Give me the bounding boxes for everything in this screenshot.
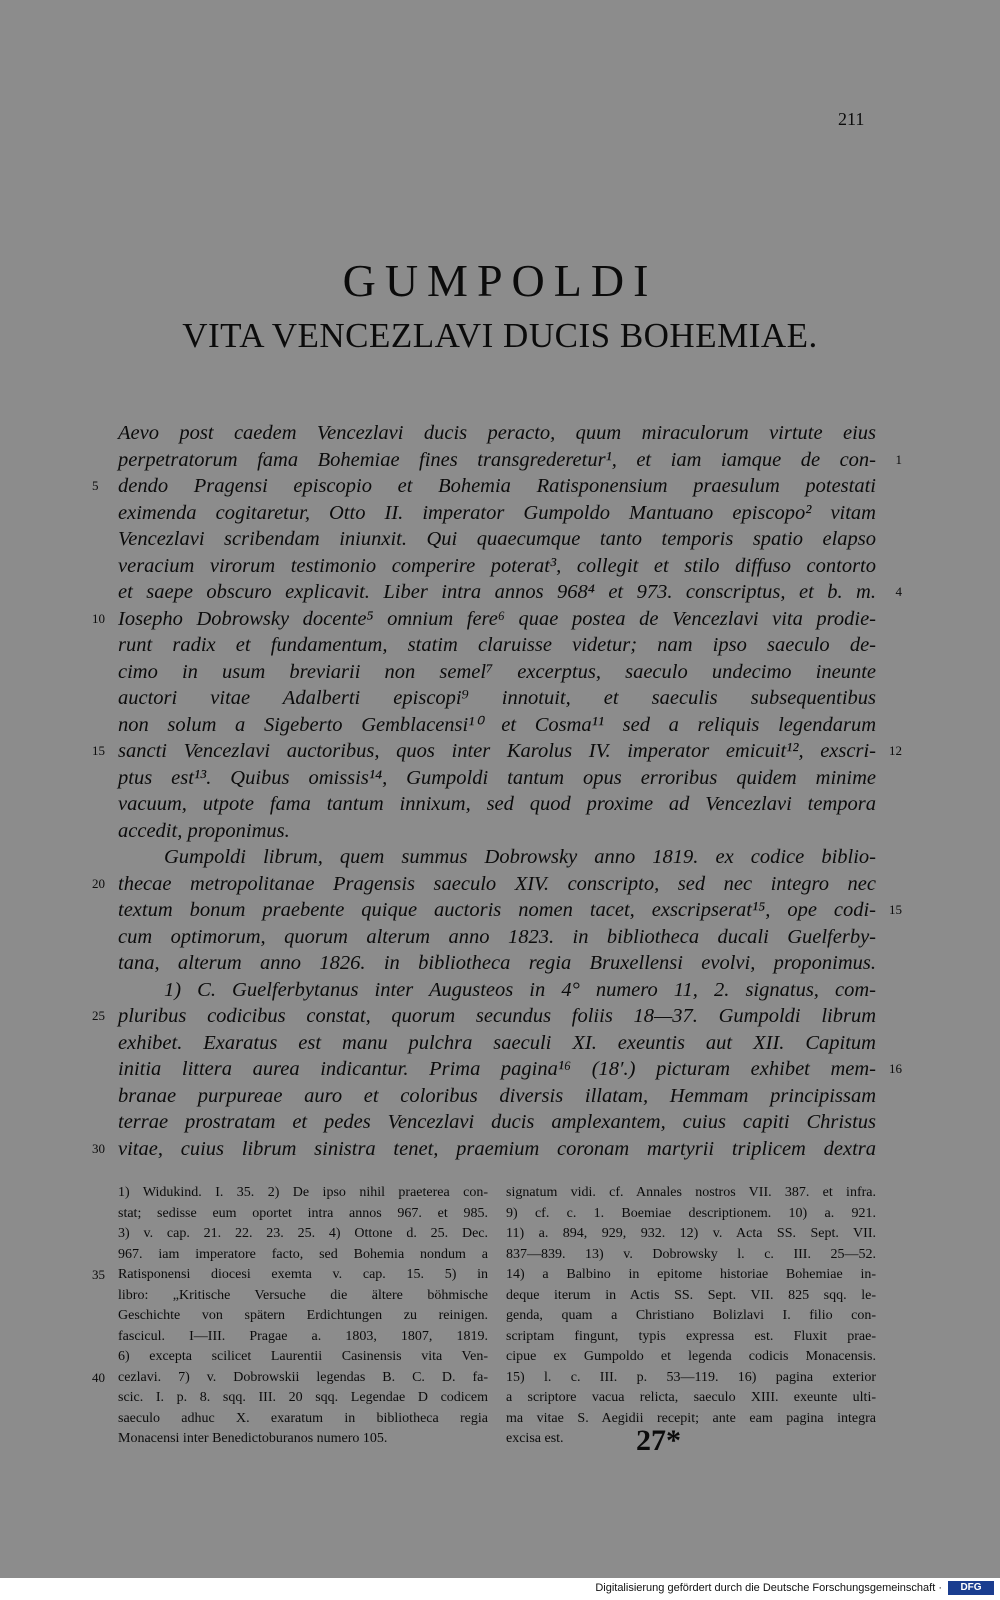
source-page-number: 12 xyxy=(889,743,902,758)
footnote-line-text: libro: „Kritische Versuche die ältere böhmische xyxy=(118,1287,488,1303)
body-line xyxy=(118,447,902,474)
footnote-line-text: genda, quam a Christiano Bolizlavi I. filio con- xyxy=(506,1308,876,1323)
body-line xyxy=(118,553,876,580)
footnote-line xyxy=(118,1306,488,1327)
body-line xyxy=(118,1056,902,1083)
body-line-text: 1) C. Guelferbytanus inter Augusteos in 4° numero 11, 2. signatus, com- xyxy=(164,978,876,1001)
footnote-line-text: a scriptore vacua relicta, saeculo XIII. exeunte ulti- xyxy=(506,1390,876,1405)
footnote-line xyxy=(118,1388,488,1409)
body-line xyxy=(92,1003,876,1030)
body-line-text: accedit, proponimus. xyxy=(118,819,290,842)
footnote-line xyxy=(506,1204,876,1225)
page-title: GUMPOLDI xyxy=(342,255,658,306)
body-line xyxy=(118,818,876,845)
body-line xyxy=(118,659,876,686)
footnote-line xyxy=(506,1286,876,1307)
source-page-number: 1 xyxy=(895,451,902,467)
body-line-text: eximenda cogitaretur, Otto II. imperator Gumpoldo Mantuano episcopo² vitam xyxy=(118,501,876,524)
body-line-text: tana, alterum anno 1826. in bibliotheca regia Bruxellensi evolvi, proponimus. xyxy=(118,952,876,974)
footnote-line xyxy=(506,1429,876,1450)
footer-credit: Digitalisierung gefördert durch die Deutsche Forschungsgemeinschaft · xyxy=(595,1582,942,1594)
footnote-line-text: stat; sedisse eum oportet intra annos 967. et 985. xyxy=(118,1205,488,1221)
body-line-text: et saepe obscuro explicavit. Liber intra annos 968⁴ et 973. conscriptus, et b. m. xyxy=(118,581,876,603)
footnote-line-text: Geschichte von spätern Erdichtungen zu reinigen. xyxy=(118,1308,488,1323)
body-line xyxy=(118,526,876,553)
body-line xyxy=(118,844,876,871)
footnote-line-text: 14) a Balbino in epitome historiae Bohemiae in- xyxy=(506,1267,876,1282)
footnote-line xyxy=(506,1368,876,1389)
body-line xyxy=(118,950,876,977)
page-number: 211 xyxy=(838,109,865,129)
line-number: 5 xyxy=(92,478,99,493)
footnote-line xyxy=(118,1245,488,1266)
body-line xyxy=(118,500,876,527)
body-line xyxy=(118,765,876,792)
body-line xyxy=(118,712,876,739)
body-line-text: thecae metropolitanae Pragensis saeculo XIV. conscripto, sed nec integro nec xyxy=(118,872,876,895)
body-line-text: sancti Vencezlavi auctoribus, quos inter Karolus IV. imperator emicuit¹², exscri- xyxy=(118,740,876,762)
footnote-line xyxy=(506,1265,876,1286)
body-line-text: initia littera aurea indicantur. Prima pagina¹⁶ (18′.) picturam exhibet mem- xyxy=(118,1058,876,1080)
footnote-line-text: 6) excepta scilicet Laurentii Casinensis vita Ven- xyxy=(118,1349,488,1364)
body-line-text: Aevo post caedem Vencezlavi ducis peracto, quum miraculorum virtute eius xyxy=(118,422,876,444)
body-line-text: Gumpoldi librum, quem summus Dobrowsky anno 1819. ex codice biblio- xyxy=(164,846,876,868)
body-line-text: pluribus codicibus constat, quorum secundus foliis 18—37. Gumpoldi librum xyxy=(118,1005,876,1027)
body-line-text: perpetratorum fama Bohemiae fines transgrederetur¹, et iam iamque de con- xyxy=(118,448,876,471)
line-number: 25 xyxy=(92,1008,105,1023)
dfg-logo: DFG xyxy=(948,1581,994,1595)
footnote-line xyxy=(118,1204,488,1225)
footnote-line-text: cezlavi. 7) v. Dobrowskii legendas B. C. D. fa- xyxy=(118,1369,488,1385)
footnotes-right-column xyxy=(506,1183,876,1450)
body-line xyxy=(92,871,876,898)
body-line-text: vitae, cuius librum sinistra tenet, praemium coronam martyrii triplicem dextra xyxy=(118,1137,876,1160)
footnote-line xyxy=(506,1183,876,1204)
footnote-line xyxy=(118,1183,488,1204)
body-line-text: auctori vitae Adalberti episcopi⁹ innotuit, et saeculis subsequentibus xyxy=(118,687,876,709)
body-line-text: vacuum, utpote fama tantum innixum, sed quod proxime ad Vencezlavi tempora xyxy=(118,793,876,815)
body-line-text: veracium virorum testimonio comperire poterat³, collegit et stilo diffuso contorto xyxy=(118,554,876,577)
body-line xyxy=(118,977,876,1004)
body-line xyxy=(92,1136,876,1163)
body-line-text: Iosepho Dobrowsky docente⁵ omnium fere⁶ quae postea de Vencezlavi vita prodie- xyxy=(118,607,876,630)
footnote-line-text: 1) Widukind. I. 35. 2) De ipso nihil praeterea con- xyxy=(118,1185,488,1200)
footnote-line-text: deque iterum in Actis SS. Sept. VII. 825 sqq. le- xyxy=(506,1287,876,1303)
body-line-text: runt radix et fundamentum, statim claruisse videtur; nam ipso saeculo de- xyxy=(118,634,876,656)
footnote-line-text: 967. iam imperatore facto, sed Bohemia nondum a xyxy=(118,1246,488,1262)
footnote-line-text: ma vitae S. Aegidii recepit; ante eam pagina integra xyxy=(506,1410,876,1426)
body-line-text: non solum a Sigeberto Gemblacensi¹⁰ et Cosma¹¹ sed a reliquis legendarum xyxy=(118,713,876,736)
footnote-line-text: 9) cf. c. 1. Boemiae descriptionem. 10) a. 921. xyxy=(506,1205,876,1221)
footnotes-left-column xyxy=(92,1183,488,1450)
body-line xyxy=(118,579,902,606)
footnote-line-text: Monacensi inter Benedictoburanos numero 105. xyxy=(118,1431,388,1446)
body-line xyxy=(92,738,902,765)
footnote-line-text: fascicul. I—III. Pragae a. 1803, 1807, 1819. xyxy=(118,1328,488,1344)
footnote-line-text: 11) a. 894, 929, 932. 12) v. Acta SS. Sept. VII. xyxy=(506,1226,876,1241)
body-line xyxy=(118,924,876,951)
footnote-line-text: cipue ex Gumpoldo et legenda codicis Monacensis. xyxy=(506,1349,876,1364)
footnote-line xyxy=(506,1306,876,1327)
body-line-text: terrae prostratam et pedes Vencezlavi ducis amplexantem, cuius capiti Christus xyxy=(118,1111,876,1133)
body-text xyxy=(92,420,902,1162)
footnote-line xyxy=(118,1224,488,1245)
line-number: 10 xyxy=(92,610,105,626)
footnote-line xyxy=(506,1347,876,1368)
footnote-line-text: scic. I. p. 8. sqq. III. 20 sqq. Legendae D codicem xyxy=(118,1390,488,1405)
line-number: 30 xyxy=(92,1140,105,1156)
body-line-text: cimo in usum breviarii non semel⁷ excerptus, saeculo undecimo ineunte xyxy=(118,660,876,683)
source-page-number: 16 xyxy=(889,1061,902,1076)
footnote-line-text: scriptam fingunt, typis expressa est. Fluxit prae- xyxy=(506,1328,876,1344)
footnote-line xyxy=(118,1286,488,1307)
footnote-line xyxy=(92,1265,488,1286)
body-line xyxy=(118,685,876,712)
body-line-text: dendo Pragensi episcopio et Bohemia Ratisponensium praesulum potestati xyxy=(118,475,876,497)
line-number: 40 xyxy=(92,1369,105,1385)
footnote-line xyxy=(506,1409,876,1430)
footnote-line-text: signatum vidi. cf. Annales nostros VII. 387. et infra. xyxy=(506,1185,876,1200)
body-line xyxy=(118,1109,876,1136)
footnote-line-text: 3) v. cap. 21. 22. 23. 25. 4) Ottone d. 25. Dec. xyxy=(118,1226,488,1241)
footnote-line xyxy=(118,1347,488,1368)
body-line-text: cum optimorum, quorum alterum anno 1823. in bibliotheca ducali Guelferby- xyxy=(118,925,876,948)
body-line-text: exhibet. Exaratus est manu pulchra saeculi XI. exeuntis aut XII. Capitum xyxy=(118,1031,876,1054)
footnote-line-text: Ratisponensi diocesi exemta v. cap. 15. 5) in xyxy=(118,1267,488,1282)
line-number: 20 xyxy=(92,875,105,891)
body-line xyxy=(118,1030,876,1057)
footnote-line-text: excisa est. xyxy=(506,1431,564,1446)
signature-mark: 27* xyxy=(636,1424,681,1457)
footnote-line xyxy=(506,1245,876,1266)
footnote-line xyxy=(506,1224,876,1245)
footnote-line xyxy=(506,1388,876,1409)
footnote-line xyxy=(118,1429,488,1450)
footnote-line xyxy=(506,1327,876,1348)
body-line xyxy=(118,1083,876,1110)
source-page-number: 15 xyxy=(889,902,902,917)
body-line-text: branae purpureae auro et coloribus diversis illatam, Hemmam principissam xyxy=(118,1084,876,1107)
source-page-number: 4 xyxy=(895,584,902,599)
footnote-line-text: saeculo adhuc X. exaratum in bibliotheca regia xyxy=(118,1410,488,1426)
body-line-text: ptus est¹³. Quibus omissis¹⁴, Gumpoldi tantum opus erroribus quidem minime xyxy=(118,766,876,789)
line-number: 15 xyxy=(92,743,105,758)
body-line xyxy=(118,632,876,659)
footnote-line-text: 15) l. c. III. p. 53—119. 16) pagina exterior xyxy=(506,1369,876,1385)
line-number: 35 xyxy=(92,1267,105,1282)
body-line xyxy=(118,897,902,924)
body-line xyxy=(92,606,876,633)
body-line-text: textum bonum praebente quique auctoris nomen tacet, exscripserat¹⁵, ope codi- xyxy=(118,899,876,921)
footnote-line xyxy=(92,1368,488,1389)
body-line xyxy=(92,473,876,500)
body-line xyxy=(118,420,876,447)
body-line-text: Vencezlavi scribendam iniunxit. Qui quaecumque tanto temporis spatio elapso xyxy=(118,528,876,550)
page-subtitle: VITA VENCEZLAVI DUCIS BOHEMIAE. xyxy=(182,316,818,355)
footnote-line xyxy=(118,1327,488,1348)
footnote-line xyxy=(118,1409,488,1430)
body-line xyxy=(118,791,876,818)
footnote-line-text: 837—839. 13) v. Dobrowsky l. c. III. 25—52. xyxy=(506,1246,876,1262)
